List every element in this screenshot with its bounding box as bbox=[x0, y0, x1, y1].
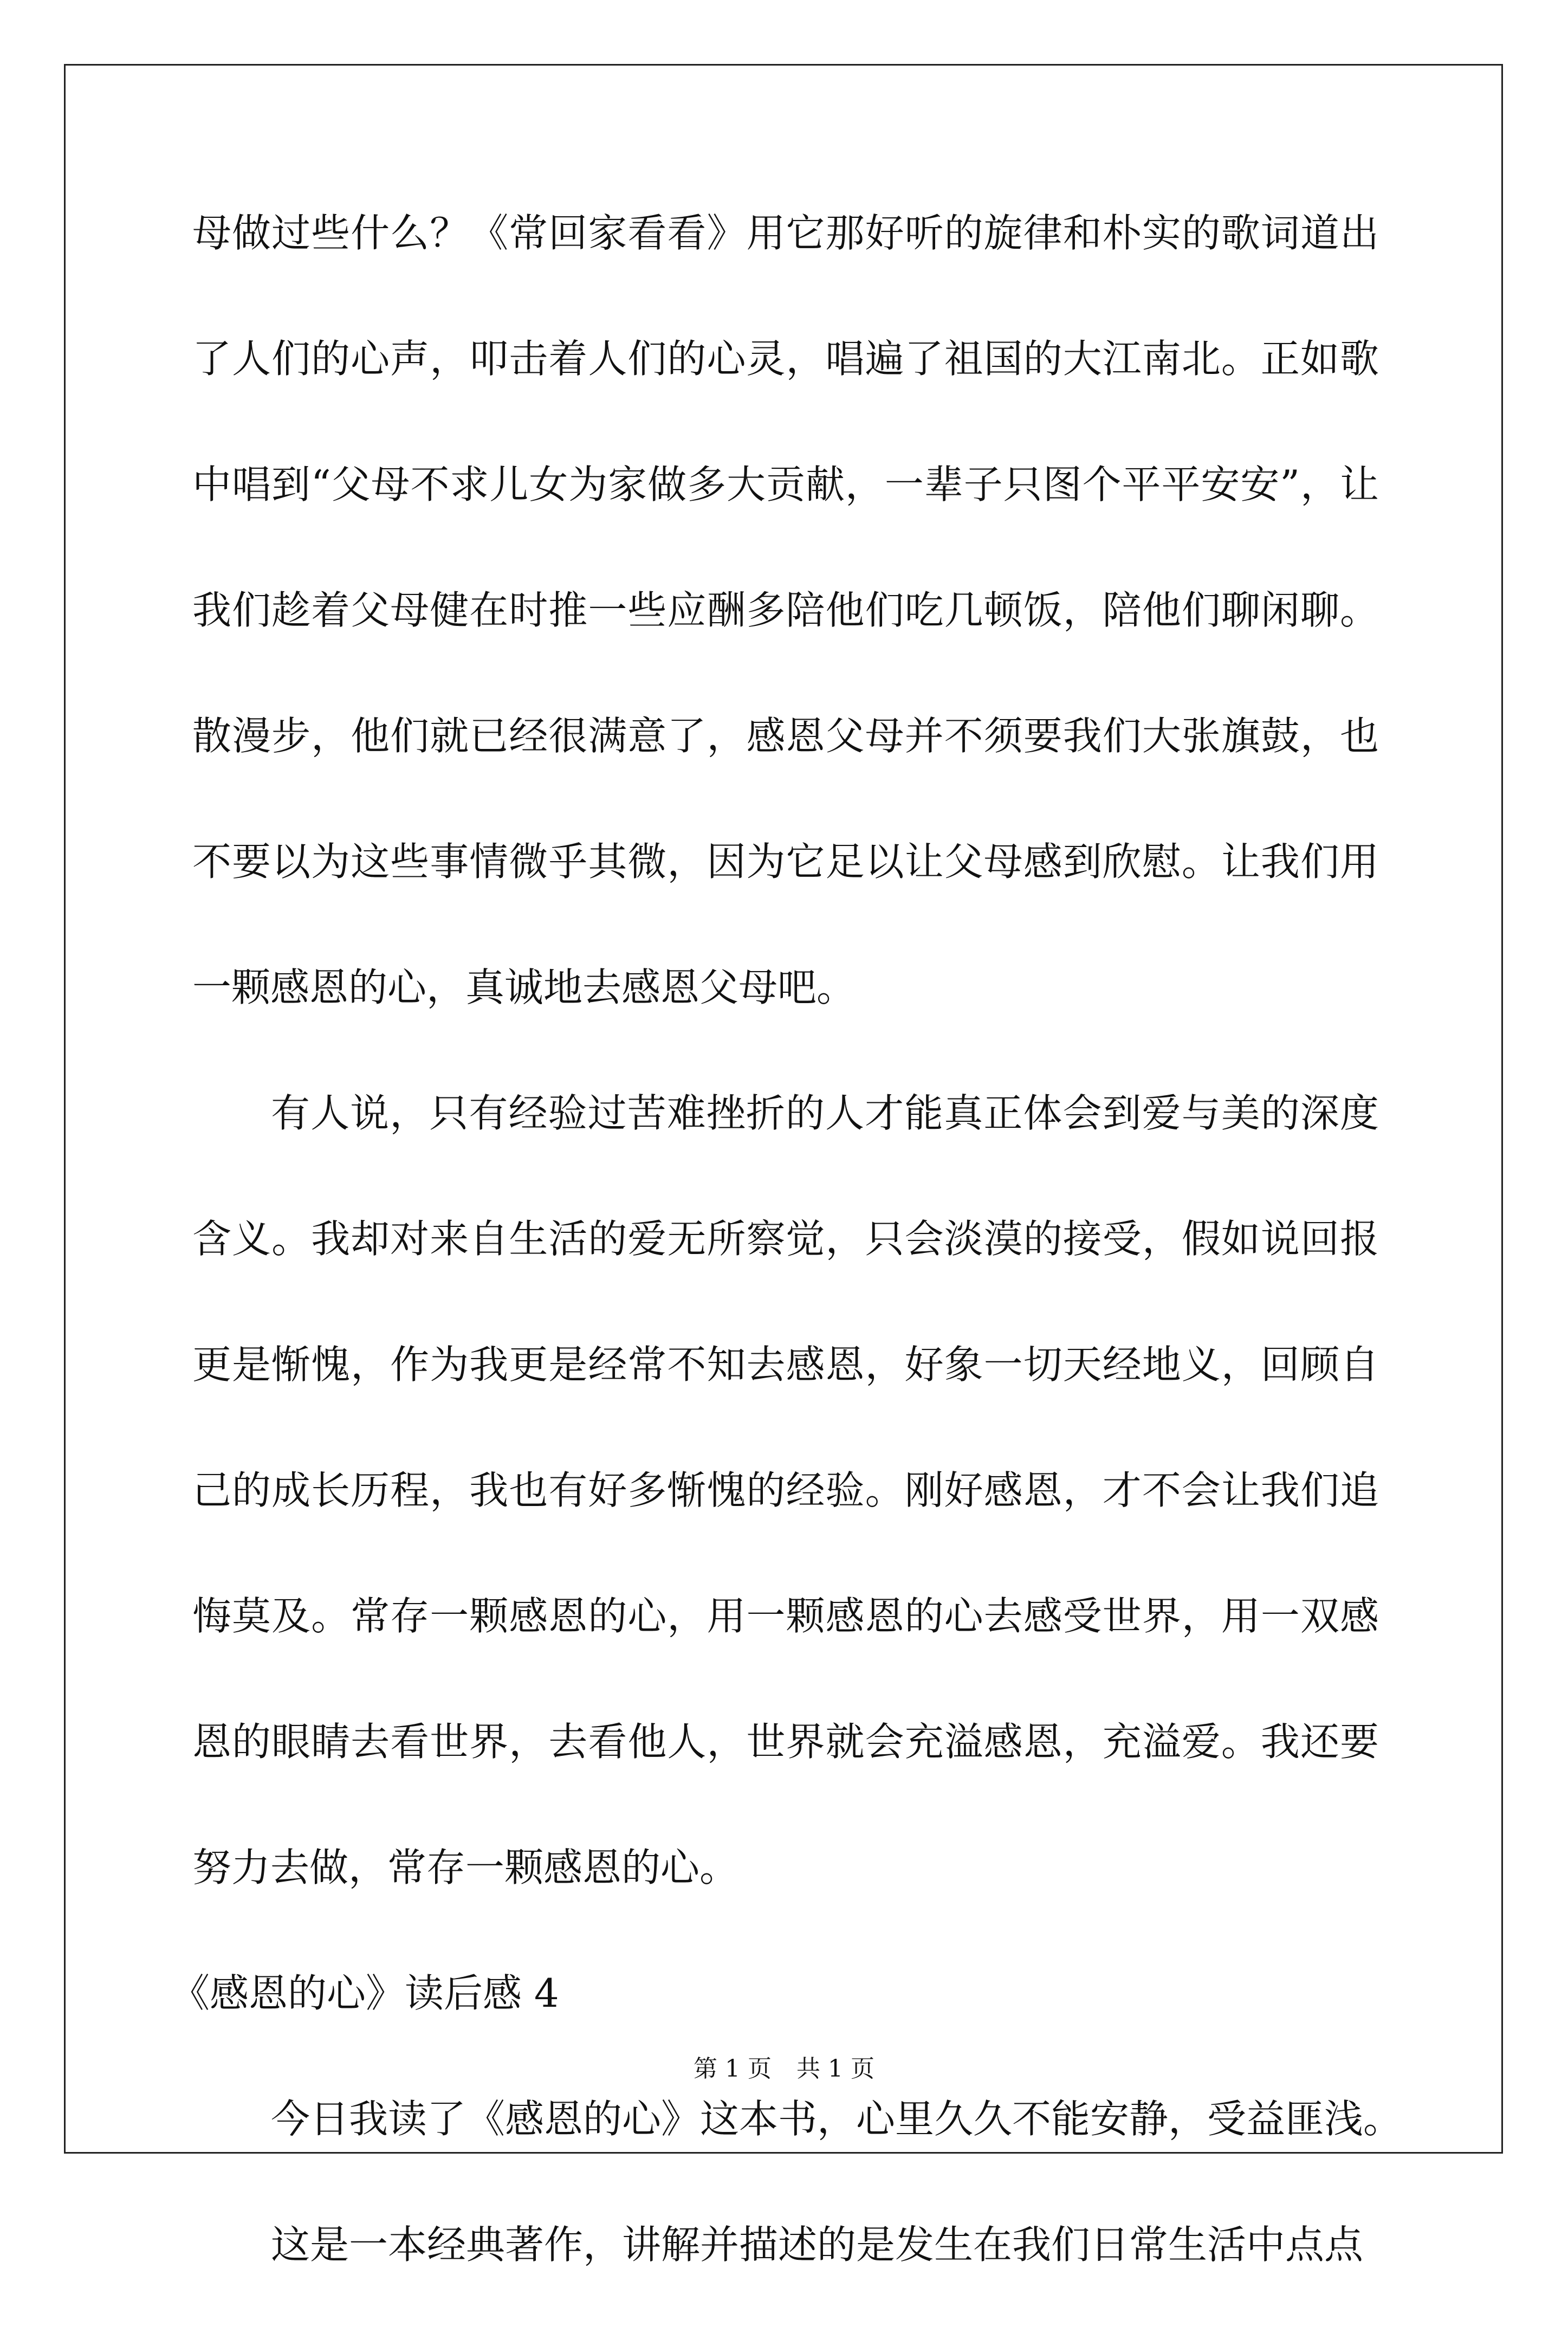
text-line: 含义。我却对来自生活的爱无所察觉，只会淡漠的接受，假如说回报 bbox=[192, 1216, 1379, 1262]
text-line: 散漫步，他们就已经很满意了，感恩父母并不须要我们大张旗鼓，也 bbox=[192, 713, 1379, 759]
text-line: 不要以为这些事情微乎其微，因为它足以让父母感到欣慰。让我们用 bbox=[192, 839, 1379, 884]
text-line: 母做过些什么？《常回家看看》用它那好听的旋律和朴实的歌词道出 bbox=[192, 210, 1379, 256]
page-total: 共 1 页 bbox=[796, 2055, 874, 2083]
page-number: 第 1 页 bbox=[694, 2055, 772, 2083]
text-line: 这是一本经典著作，讲解并描述的是发生在我们日常生活中点点 bbox=[271, 2222, 1364, 2267]
text-line: 了人们的心声，叩击着人们的心灵，唱遍了祖国的大江南北。正如歌 bbox=[192, 336, 1379, 382]
page-footer bbox=[0, 2053, 1568, 2085]
text-line: 今日我读了《感恩的心》这本书，心里久久不能安静，受益匪浅。 bbox=[271, 2096, 1403, 2142]
text-line: 悔莫及。常存一颗感恩的心，用一颗感恩的心去感受世界，用一双感 bbox=[192, 1593, 1379, 1639]
text-line: 一颗感恩的心，真诚地去感恩父母吧。 bbox=[192, 965, 856, 1010]
text-line: 恩的眼睛去看世界，去看他人，世界就会充溢感恩，充溢爱。我还要 bbox=[192, 1719, 1379, 1765]
text-line: 中唱到“父母不求儿女为家做多大贡献，一辈子只图个平平安安”，让 bbox=[192, 462, 1379, 507]
text-line: 努力去做，常存一颗感恩的心。 bbox=[192, 1845, 739, 1890]
text-line: 己的成长历程，我也有好多惭愧的经验。刚好感恩，才不会让我们追 bbox=[192, 1468, 1379, 1513]
text-line: 更是惭愧，作为我更是经常不知去感恩，好象一切天经地义，回顾自 bbox=[192, 1342, 1379, 1387]
text-line: 有人说，只有经验过苦难挫折的人才能真正体会到爱与美的深度 bbox=[271, 1090, 1379, 1136]
section-heading: 《感恩的心》读后感 4 bbox=[171, 1970, 559, 2016]
document-body bbox=[171, 209, 1403, 2346]
text-line: 我们趁着父母健在时推一些应酬多陪他们吃几顿饭，陪他们聊闲聊。 bbox=[192, 587, 1379, 633]
